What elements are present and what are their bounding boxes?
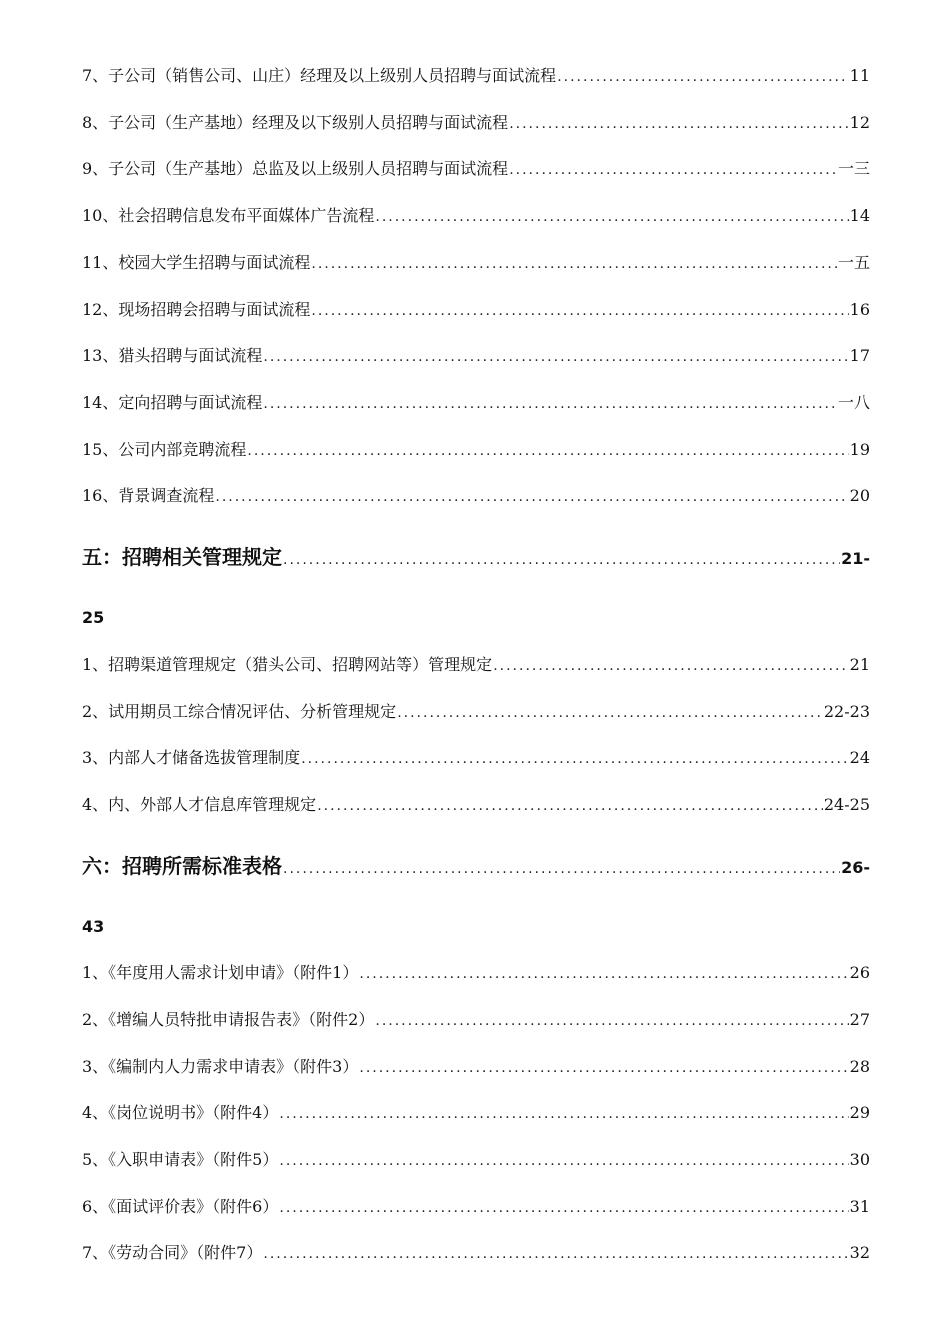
toc-entry[interactable] bbox=[82, 1149, 870, 1172]
toc-leader-dots bbox=[279, 1150, 848, 1172]
toc-entry[interactable] bbox=[82, 1242, 870, 1265]
toc-section-page-continuation: 25 bbox=[82, 608, 105, 627]
toc-entry-label: 8、子公司（生产基地）经理及以下级别人员招聘与面试流程 bbox=[82, 113, 509, 132]
toc-entry-page: 27 bbox=[849, 1010, 870, 1029]
toc-entry[interactable] bbox=[82, 654, 870, 677]
toc-entry-page: 12 bbox=[849, 113, 870, 132]
toc-leader-dots bbox=[311, 253, 837, 275]
toc-leader-dots bbox=[359, 1057, 848, 1079]
toc-entry-page: 16 bbox=[849, 300, 870, 319]
toc-entry-label: 16、背景调查流程 bbox=[82, 486, 215, 505]
toc-leader-dots bbox=[375, 206, 848, 228]
toc-leader-dots bbox=[215, 486, 848, 508]
toc-entry-page: 24-25 bbox=[823, 795, 870, 814]
toc-entry-label: 10、社会招聘信息发布平面媒体广告流程 bbox=[82, 206, 375, 225]
toc-entry-page: 14 bbox=[849, 206, 870, 225]
toc-section-heading[interactable] bbox=[82, 853, 870, 882]
toc-entry-label: 2、试用期员工综合情况评估、分析管理规定 bbox=[82, 702, 397, 721]
toc-entry-label: 1、招聘渠道管理规定（猎头公司、招聘网站等）管理规定 bbox=[82, 655, 493, 674]
toc-leader-dots bbox=[263, 393, 837, 415]
toc-entry[interactable] bbox=[82, 1056, 870, 1079]
toc-entry[interactable] bbox=[82, 962, 870, 985]
toc-entry-label: 13、猎头招聘与面试流程 bbox=[82, 346, 263, 365]
toc-leader-dots bbox=[301, 748, 848, 770]
toc-entry-label: 4、内、外部人才信息库管理规定 bbox=[82, 795, 317, 814]
toc-entry-page: 20 bbox=[849, 486, 870, 505]
toc-entry-page: 21 bbox=[849, 655, 870, 674]
toc-entry[interactable] bbox=[82, 1102, 870, 1125]
toc-entry-page: 19 bbox=[849, 440, 870, 459]
toc-leader-dots bbox=[263, 1243, 848, 1265]
toc-leader-dots bbox=[493, 655, 848, 677]
toc-entry-page: 一八 bbox=[837, 393, 870, 412]
toc-entry-label: 4、《岗位说明书》（附件4） bbox=[82, 1103, 279, 1122]
toc-entry-label: 5、《入职申请表》（附件5） bbox=[82, 1150, 279, 1169]
toc-entry-page: 11 bbox=[849, 66, 870, 85]
toc-entry-label: 11、校园大学生招聘与面试流程 bbox=[82, 253, 311, 272]
toc-entry-page: 26 bbox=[849, 963, 870, 982]
toc-leader-dots bbox=[263, 346, 848, 368]
toc-entry[interactable] bbox=[82, 158, 870, 181]
toc-leader-dots bbox=[279, 1197, 848, 1219]
toc-entry-page: 24 bbox=[849, 748, 870, 767]
toc-leader-dots bbox=[375, 1010, 848, 1032]
toc-section-label: 五：招聘相关管理规定 bbox=[82, 545, 282, 569]
toc-entry-page: 28 bbox=[849, 1057, 870, 1076]
toc-leader-dots bbox=[557, 66, 848, 88]
toc-entry-label: 3、内部人才储备选拔管理制度 bbox=[82, 748, 301, 767]
toc-entry[interactable] bbox=[82, 345, 870, 368]
toc-entry[interactable] bbox=[82, 112, 870, 135]
toc-entry-label: 7、子公司（销售公司、山庄）经理及以上级别人员招聘与面试流程 bbox=[82, 66, 557, 85]
toc-entry-label: 3、《编制内人力需求申请表》（附件3） bbox=[82, 1057, 359, 1076]
toc-entry[interactable] bbox=[82, 65, 870, 88]
toc-leader-dots bbox=[247, 440, 848, 462]
toc-section-page: 26- bbox=[841, 858, 870, 877]
toc-leader-dots bbox=[397, 702, 823, 724]
toc-entry-label: 6、《面试评价表》（附件6） bbox=[82, 1197, 279, 1216]
toc-entry-label: 15、公司内部竞聘流程 bbox=[82, 440, 247, 459]
toc-entry[interactable] bbox=[82, 747, 870, 770]
toc-entry[interactable] bbox=[82, 485, 870, 508]
toc-leader-dots bbox=[509, 159, 837, 181]
toc-entry-label: 2、《增编人员特批申请报告表》（附件2） bbox=[82, 1010, 375, 1029]
toc-leader-dots bbox=[311, 300, 848, 322]
toc-entry-page: 22-23 bbox=[823, 702, 870, 721]
toc-entry-page: 一三 bbox=[837, 159, 870, 178]
toc-entry[interactable] bbox=[82, 299, 870, 322]
toc-leader-dots bbox=[359, 963, 848, 985]
toc-entry-page: 30 bbox=[849, 1150, 870, 1169]
toc-entry[interactable] bbox=[82, 252, 870, 275]
toc-entry-label: 12、现场招聘会招聘与面试流程 bbox=[82, 300, 311, 319]
toc-section-page: 21- bbox=[841, 549, 870, 568]
toc-leader-dots bbox=[283, 547, 840, 573]
toc-section-label: 六：招聘所需标准表格 bbox=[82, 854, 282, 878]
toc-section-page-continuation: 43 bbox=[82, 917, 105, 936]
toc-entry-page: 31 bbox=[849, 1197, 870, 1216]
toc-entry-label: 7、《劳动合同》（附件7） bbox=[82, 1243, 263, 1262]
toc-leader-dots bbox=[279, 1103, 848, 1125]
toc-entry[interactable] bbox=[82, 701, 870, 724]
toc-entry-page: 29 bbox=[849, 1103, 870, 1122]
toc-leader-dots bbox=[317, 795, 823, 817]
toc-entry[interactable] bbox=[82, 1196, 870, 1219]
toc-entry[interactable] bbox=[82, 205, 870, 228]
toc-entry-label: 1、《年度用人需求计划申请》（附件1） bbox=[82, 963, 359, 982]
toc-entry-page: 一五 bbox=[837, 253, 870, 272]
toc-entry[interactable] bbox=[82, 794, 870, 817]
toc-entry-label: 14、定向招聘与面试流程 bbox=[82, 393, 263, 412]
toc-entry-label: 9、子公司（生产基地）总监及以上级别人员招聘与面试流程 bbox=[82, 159, 509, 178]
toc-leader-dots bbox=[509, 113, 848, 135]
toc-entry-page: 32 bbox=[849, 1243, 870, 1262]
toc-leader-dots bbox=[283, 856, 840, 882]
toc-entry[interactable] bbox=[82, 439, 870, 462]
toc-entry[interactable] bbox=[82, 392, 870, 415]
toc-entry[interactable] bbox=[82, 1009, 870, 1032]
toc-section-heading[interactable] bbox=[82, 544, 870, 573]
toc-entry-page: 17 bbox=[849, 346, 870, 365]
